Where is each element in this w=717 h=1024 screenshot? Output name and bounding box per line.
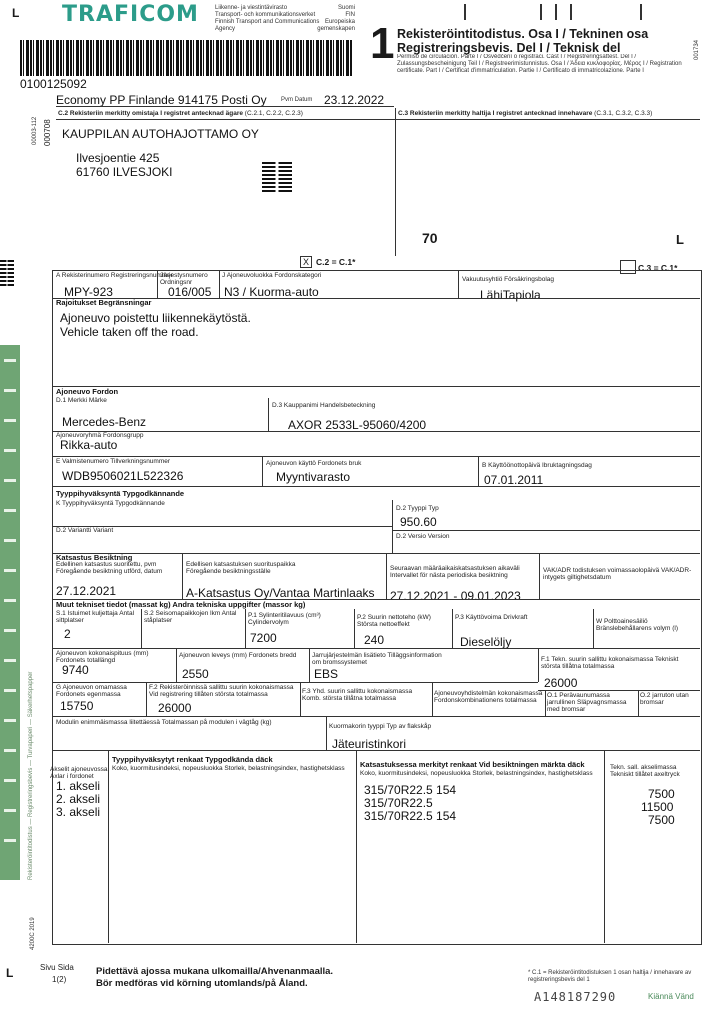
length-label: Ajoneuvon kokonaispituus (mm) Fordonets totallängd (56, 650, 149, 664)
turn-page-label: Kiännä Vänd (648, 992, 694, 1001)
comb-max-mass-label: F.3 Yhd. suurin sallittu kokonaismassa Komb. största tillåtna totalmassa (302, 688, 413, 702)
first-use-date: 07.01.2011 (484, 473, 544, 487)
type-approval-section: Tyyppihyväksyntä Typgodkännande (56, 489, 185, 498)
vak-label: VAK/ADR todistuksen voimassaolopäivä VAK/ADR-intygets giltighetsdatum (543, 567, 692, 581)
part-number: 1 (370, 19, 395, 68)
date-label: Pvm Datum (281, 97, 313, 103)
carry-note-sv: Bör medföras vid körning utomlands/på Åland. (96, 978, 308, 989)
form-code: 00003-112 (32, 116, 38, 145)
reg-max-mass-label: F.2 Rekisteröinnissä sallittu suurin kokonaismassa Vid registrering tillåten största totalmassa (149, 684, 294, 698)
inspection-section: Katsastus Besiktning (56, 553, 133, 562)
type-approval-label: K Tyyppihyväksyntä Typgodkännande (56, 500, 165, 507)
page-label: Sivu Sida (40, 963, 74, 972)
owner-city: 61760 ILVESJOKI (76, 165, 173, 179)
inspected-tyres-label: Katsastuksessa merkityt renkaat Vid besiktningen märkta däck (360, 760, 585, 769)
vehicle-category-label: J Ajoneuvoluokka Fordonskategori (222, 272, 322, 279)
order-number: 016/005 (168, 285, 212, 299)
width-label: Ajoneuvon leveys (mm) Fordonets bredd (179, 652, 297, 659)
axle-mass-2: 11500 (641, 800, 674, 814)
bodywork: Jäteuristinkori (332, 737, 407, 751)
insurance-label: Vakuutusyhtiö Försäkringsbolag (462, 276, 555, 283)
security-strip (0, 345, 20, 880)
title-translations: Permiso de circulación. Parte I / Osvědčení o registraci. Část I / Registreringsattest. Del I / Zulassungsbescheinigung Teil I / Registreerimistunnistus. Osa I / Άδεια κυκλοφορίας. Μέρος I / Registration certificate. Part I / Certificat d'immatriculation. Partie I / Certificato di immatricolazione. Parte I (397, 54, 682, 74)
holder-equals-label: C.3 = C.1* (638, 263, 678, 273)
restrictions-line1: Ajoneuvo poistettu liikennekäytöstä. (60, 311, 251, 325)
insurance-company: LähiTapiola (480, 288, 541, 302)
inspected-tyres-sub: Koko, kuormitusindeksi, nopeusluokka Storlek, belastningsindex, hastighetsklass (360, 770, 593, 777)
inspected-tyre-1: 315/70R22.5 154 (364, 783, 457, 797)
vehicle-section: Ajoneuvo Fordon (56, 387, 119, 396)
displacement: 7200 (250, 631, 277, 645)
owner-label: C.2 Rekisteriin merkitty omistaja I registret antecknad ägare (C.2.1, C.2.2, C.2.3) (58, 110, 303, 117)
brake-info-label: Jarrujärjestelmän lisätieto Tilläggsinformation om bromssystemet (312, 652, 442, 666)
inspection-place: A-Katsastus Oy/Vantaa Martinlaaks (186, 586, 375, 600)
power-label: P.2 Suurin nettoteho (kW) Största nettoeffekt (357, 614, 431, 628)
tank-label: W Polttoainesäiliö Bränslebehållarens volym (l) (596, 618, 679, 632)
date-value: 23.12.2022 (324, 93, 385, 107)
fuel: Dieselöljy (460, 635, 512, 649)
variant-label: D.2 Variantti Variant (56, 527, 114, 534)
vehicle-use-label: Ajoneuvon käyttö Fordonets bruk (266, 460, 362, 467)
holder-code-l: L (676, 232, 684, 247)
form-edition: 4200C 2019 (30, 917, 36, 950)
axle-2: 2. akseli (56, 792, 101, 806)
serial-number: A148187290 (534, 990, 617, 1004)
page-value: 1(2) (52, 975, 67, 984)
reg-number: MPY-923 (64, 285, 113, 299)
footnote: * C.1 = Rekisteröintitodistuksen 1 osan haltija / innehavare av registreringsbevis del 1 (528, 970, 692, 983)
power: 240 (364, 633, 385, 647)
owner-equals-checkbox[interactable]: X (300, 256, 312, 268)
axle-mass-label: Tekn. sall. akselimassa Tekniskt tillåtet axeltryck (610, 764, 680, 778)
trailer-unbraked-label: O.2 jarruton utan bromsar (640, 692, 689, 706)
type-label: D.2 Tyyppi Typ (396, 505, 439, 512)
seats: 2 (64, 627, 71, 641)
width: 2550 (182, 667, 209, 681)
restrictions-line2: Vehicle taken off the road. (60, 325, 199, 339)
corner-mark-l-bottom: L (6, 966, 14, 980)
next-inspection-label: Seuraavan määräaikaiskatsastuksen aikaväli Intervallet för nästa periodiska besiktning (390, 565, 520, 579)
country-lines: Suomi FIN Europeiska gemenskapen (317, 5, 355, 32)
inspected-tyre-2: 315/70R22.5 (364, 796, 433, 810)
certificate-title-fi: Rekisteröintitodistus. Osa I / Tekninen osa (397, 27, 649, 41)
side-qr-code (0, 258, 14, 286)
qr-code (262, 162, 292, 192)
trade-name-label: D.3 Kauppanimi Handelsbeteckning (272, 402, 376, 409)
make: Mercedes-Benz (62, 415, 147, 429)
last-inspection-label: Edellinen katsastus suoritettu, pvm Föregående besiktning utförd, datum (56, 561, 163, 575)
vin: WDB9506021L522326 (62, 469, 184, 483)
corner-mark-l: L (12, 6, 20, 20)
traficom-logo: TRAFICOM (62, 2, 199, 27)
sender: Economy PP Finlande 914175 Posti Oy (56, 93, 267, 107)
combination-mass-label: Ajoneuvoyhdistelmän kokonaismassa Fordonskombinationens totalmassa (434, 690, 543, 704)
last-inspection-date: 27.12.2021 (56, 584, 117, 598)
make-label: D.1 Merkki Märke (56, 397, 107, 404)
reg-max-mass: 26000 (158, 701, 192, 715)
vehicle-use: Myyntivarasto (276, 470, 351, 484)
side-security-text: Rekisteröintitodistus — Registreringsbevis — Turvapaperi — Säkerhetspapper (28, 671, 34, 880)
reg-number-label: A Rekisterinumero Registreringsnummer (56, 272, 174, 279)
axle-3: 3. akseli (56, 805, 101, 819)
displacement-label: P.1 Sylinteritilavuus (cm³) Cylindervolym (248, 612, 321, 626)
length: 9740 (62, 663, 89, 677)
vehicle-group-label: Ajoneuvoryhmä Fordonsgrupp (56, 432, 144, 439)
carry-note-fi: Pidettävä ajossa mukana ulkomailla/Ahvenanmaalla. (96, 966, 334, 977)
certificate-title-sv: Registreringsbevis. Del I / Teknisk del (397, 41, 621, 55)
vehicle-group: Rikka-auto (60, 438, 118, 452)
owner-street: Ilvesjoentie 425 (76, 151, 160, 165)
trade-name: AXOR 2533L-95060/4200 (288, 418, 427, 432)
standing-label: S.2 Seisomapaikkojen lkm Antal ståplatser (144, 610, 237, 624)
axles-label: Akselit ajoneuvossa Axlar i fordonet (50, 766, 108, 780)
side-code: 001734 (694, 39, 700, 60)
brake-info: EBS (314, 667, 339, 681)
owner-equals-label: C.2 = C.1* (316, 257, 356, 267)
barcode (20, 40, 352, 76)
approved-tyres-sub: Koko, kuormitusindeksi, nopeusluokka Storlek, belastningsindex, hastighetsklass (112, 765, 345, 772)
own-mass-label: G Ajoneuvon omamassa Fordonets egenmassa (56, 684, 127, 698)
first-use-label: B Käyttöönottopäivä Ibruktagningsdag (482, 462, 592, 469)
agency-lines: Liikenne- ja viestintävirasto Transport- och kommunikationsverket Finnish Transport and Communications Agency (215, 5, 320, 32)
next-inspection-interval: 27.12.2021 - 09.01.2023 (390, 589, 521, 603)
owner-name: KAUPPILAN AUTOHAJOTTAMO OY (62, 127, 259, 141)
version-label: D.2 Versio Version (396, 533, 450, 540)
fuel-label: P.3 Käyttövoima Drivkraft (455, 614, 528, 621)
technical-section: Muut tekniset tiedot (massat kg) Andra tekniska uppgifter (massor kg) (56, 600, 306, 609)
holder-label: C.3 Rekisteriin merkitty haltija I registret antecknad innehavare (C.3.1, C.3.2, C.3.3) (398, 110, 653, 117)
trailer-braked-label: O.1 Perävaunumassa jarrullinen Släpvagnsmassa med bromsar (547, 692, 627, 713)
module-mass-label: Modulin enimmäismassa liitettäessä Totalmassan på modulen i vägtåg (kg) (56, 719, 272, 726)
max-mass-label: F.1 Tekn. suurin sallittu kokonaismassa Tekniskt största tillåtna totalmassa (541, 656, 679, 670)
vin-label: E Valmistenumero Tillverkningsnummer (56, 458, 171, 465)
own-mass: 15750 (60, 699, 94, 713)
owner-number: 000708 (43, 119, 52, 146)
max-mass: 26000 (544, 676, 578, 690)
axle-mass-3: 7500 (648, 813, 675, 827)
bodywork-label: Kuormakorin tyyppi Typ av flakskåp (329, 723, 432, 730)
axle-mass-1: 7500 (648, 787, 675, 801)
holder-code-70: 70 (422, 230, 438, 246)
inspection-place-label: Edellisen katsastuksen suorituspaikka Föregående besiktningsställe (186, 561, 296, 575)
inspected-tyre-3: 315/70R22.5 154 (364, 809, 457, 823)
approved-tyres-label: Tyyppihyväksytyt renkaat Typgodkända däck (112, 755, 273, 764)
vehicle-category: N3 / Kuorma-auto (224, 285, 319, 299)
axle-1: 1. akseli (56, 779, 101, 793)
seats-label: S.1 Istuimet kuljettaja Antal sittplatser (56, 610, 135, 624)
barcode-number: 0100125092 (20, 77, 87, 91)
restrictions-label: Rajoitukset Begränsningar (56, 298, 152, 307)
type-value: 950.60 (400, 515, 437, 529)
order-number-label: Järjestysnumero Ordningsnr (160, 272, 208, 286)
